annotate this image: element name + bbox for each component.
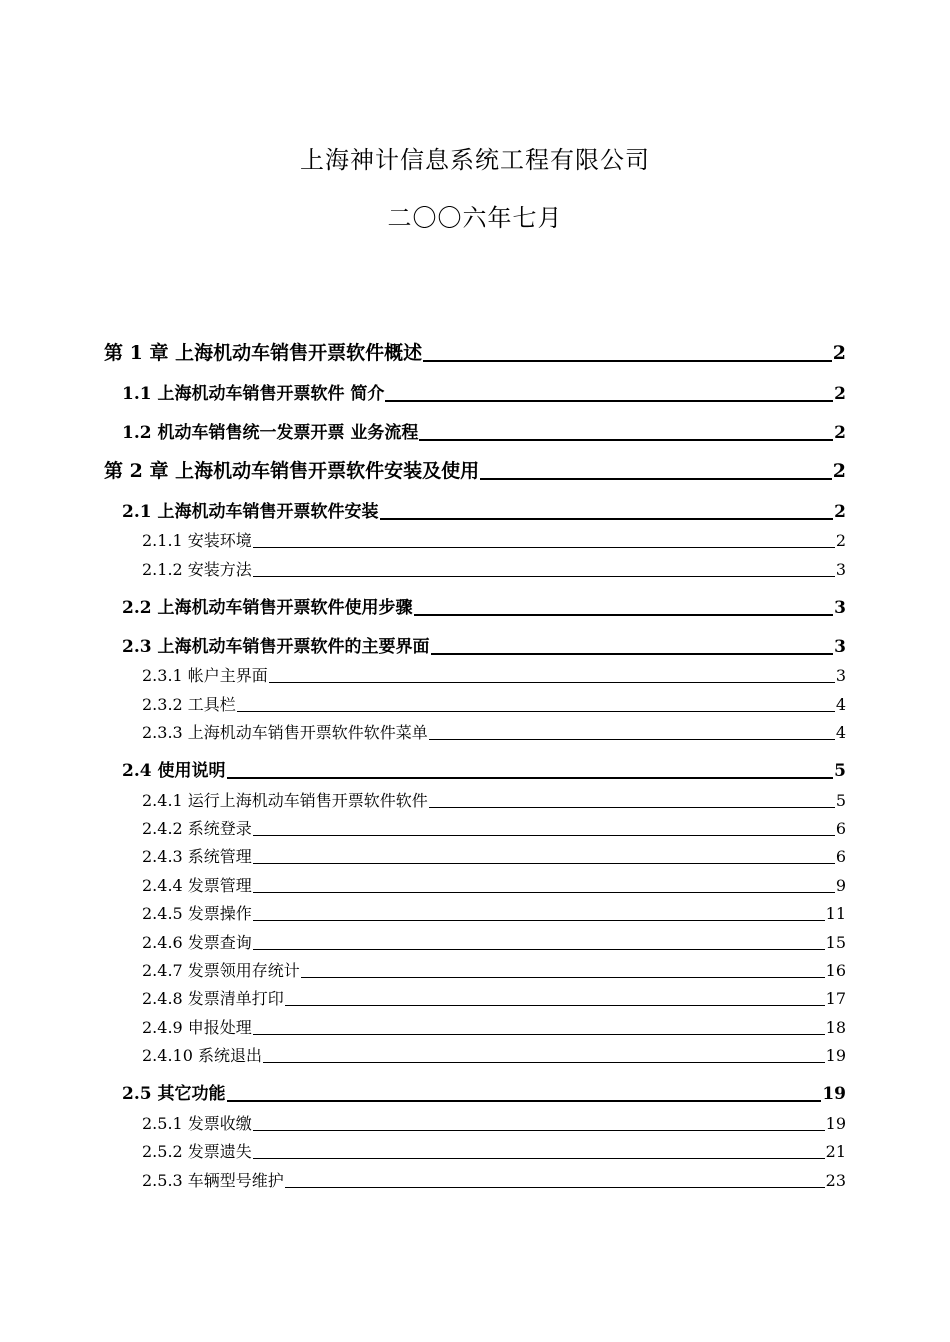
toc-page-number: 2 [834,384,846,404]
toc-entry-level-3[interactable] [142,1141,846,1163]
toc-entry-level-1[interactable] [104,458,846,484]
toc-entry-title: 2.4.5 发票操作 [142,904,252,923]
toc-page-number: 3 [834,637,846,657]
toc-page-number: 4 [835,695,846,714]
toc-entry-level-3[interactable] [142,530,846,552]
toc-leader-line [380,518,834,520]
toc-entry-title: 2.3.1 帐户主界面 [142,666,268,685]
toc-entry-title: 2.1.1 安装环境 [142,531,252,550]
toc-leader-line [253,1130,825,1131]
toc-entry-level-3[interactable] [142,846,846,868]
company-name: 上海神计信息系统工程有限公司 [300,146,650,174]
toc-entry-title: 2.4.7 发票领用存统计 [142,961,300,980]
toc-entry-title: 2.5.1 发票收缴 [142,1114,252,1133]
toc-entry-title: 2.4.3 系统管理 [142,847,252,866]
toc-page-number: 19 [825,1046,846,1065]
toc-leader-line [253,547,835,548]
toc-entry-level-3[interactable] [142,1045,846,1067]
toc-entry-level-3[interactable] [142,694,846,716]
toc-page-number: 2 [835,531,846,550]
toc-entry-level-2[interactable] [122,596,846,620]
toc-entry-title: 2.1.2 安装方法 [142,560,252,579]
toc-page-number: 4 [835,723,846,742]
toc-page-number: 21 [825,1142,846,1161]
toc-leader-line [253,835,835,836]
toc-leader-line [431,653,834,655]
toc-entry-level-3[interactable] [142,875,846,897]
toc-page-number: 2 [832,342,846,364]
toc-entry-level-2[interactable] [122,635,846,659]
toc-leader-line [414,614,834,616]
toc-entry-title: 2.3 上海机动车销售开票软件的主要界面 [122,637,430,657]
toc-entry-level-3[interactable] [142,722,846,744]
toc-leader-line [480,478,832,480]
toc-page-number: 11 [825,904,846,923]
toc-page-number: 18 [825,1018,846,1037]
toc-leader-line [385,400,833,402]
toc-page-number: 17 [825,989,846,1008]
toc-entry-title: 2.4.2 系统登录 [142,819,252,838]
toc-page-number: 19 [822,1084,846,1104]
toc-leader-line [429,807,835,808]
toc-entry-title: 2.1 上海机动车销售开票软件安装 [122,502,379,522]
toc-entry-level-3[interactable] [142,559,846,581]
toc-page-number: 5 [835,791,846,810]
toc-entry-title: 第 2 章 上海机动车销售开票软件安装及使用 [104,460,480,482]
toc-entry-level-3[interactable] [142,818,846,840]
toc-leader-line [253,1158,825,1159]
toc-page-number: 16 [825,961,846,980]
toc-entry-title: 2.3.2 工具栏 [142,695,236,714]
toc-entry-level-3[interactable] [142,960,846,982]
toc-leader-line [253,1034,825,1035]
toc-leader-line [419,439,833,441]
toc-page-number: 2 [832,460,846,482]
toc-leader-line [269,682,835,683]
toc-entry-title: 2.5.3 车辆型号维护 [142,1171,284,1190]
toc-entry-level-3[interactable] [142,1170,846,1192]
toc-page-number: 19 [825,1114,846,1133]
toc-page-number: 15 [825,933,846,952]
toc-entry-title: 2.3.3 上海机动车销售开票软件软件菜单 [142,723,428,742]
toc-entry-level-2[interactable] [122,759,846,783]
toc-leader-line [253,863,835,864]
toc-entry-title: 2.5 其它功能 [122,1084,226,1104]
toc-page-number: 3 [834,598,846,618]
toc-entry-title: 第 1 章 上海机动车销售开票软件概述 [104,342,423,364]
toc-entry-level-2[interactable] [122,1082,846,1106]
toc-entry-title: 2.4.9 申报处理 [142,1018,252,1037]
toc-entry-title: 1.1 上海机动车销售开票软件 简介 [122,384,385,404]
toc-entry-title: 2.4.8 发票清单打印 [142,989,284,1008]
toc-entry-title: 2.4.4 发票管理 [142,876,252,895]
toc-leader-line [253,892,835,893]
toc-leader-line [263,1062,825,1063]
toc-entry-title: 2.2 上海机动车销售开票软件使用步骤 [122,598,413,618]
toc-entry-title: 1.2 机动车销售统一发票开票 业务流程 [122,423,419,443]
toc-page-number: 2 [834,423,846,443]
toc-entry-title: 2.4.1 运行上海机动车销售开票软件软件 [142,791,428,810]
toc-entry-level-3[interactable] [142,903,846,925]
toc-entry-title: 2.5.2 发票遗失 [142,1142,252,1161]
toc-entry-level-3[interactable] [142,932,846,954]
toc-page-number: 3 [835,560,846,579]
toc-entry-level-3[interactable] [142,1113,846,1135]
toc-entry-level-3[interactable] [142,1017,846,1039]
toc-entry-level-2[interactable] [122,382,846,406]
toc-page-number: 6 [835,819,846,838]
toc-entry-level-2[interactable] [122,421,846,445]
toc-entry-level-1[interactable] [104,340,846,366]
toc-leader-line [429,739,835,740]
toc-entry-title: 2.4.6 发票查询 [142,933,252,952]
toc-entry-level-3[interactable] [142,790,846,812]
publication-date: 二〇〇六年七月 [387,204,563,232]
toc-page-number: 3 [835,666,846,685]
toc-page-number: 2 [834,502,846,522]
toc-leader-line [253,920,825,921]
toc-entry-title: 2.4.10 系统退出 [142,1046,262,1065]
toc-page-number: 5 [834,761,846,781]
toc-page-number: 9 [835,876,846,895]
toc-leader-line [301,977,825,978]
toc-entry-level-3[interactable] [142,665,846,687]
toc-page-number: 23 [825,1171,846,1190]
toc-leader-line [237,711,835,712]
toc-entry-title: 2.4 使用说明 [122,761,226,781]
toc-leader-line [253,576,835,577]
toc-leader-line [227,777,834,779]
toc-entry-level-2[interactable] [122,500,846,524]
toc-leader-line [423,360,832,362]
toc-page-number: 6 [835,847,846,866]
toc-leader-line [285,1005,825,1006]
toc-leader-line [227,1100,822,1102]
toc-entry-level-3[interactable] [142,988,846,1010]
toc-leader-line [285,1187,825,1188]
toc-leader-line [253,949,825,950]
